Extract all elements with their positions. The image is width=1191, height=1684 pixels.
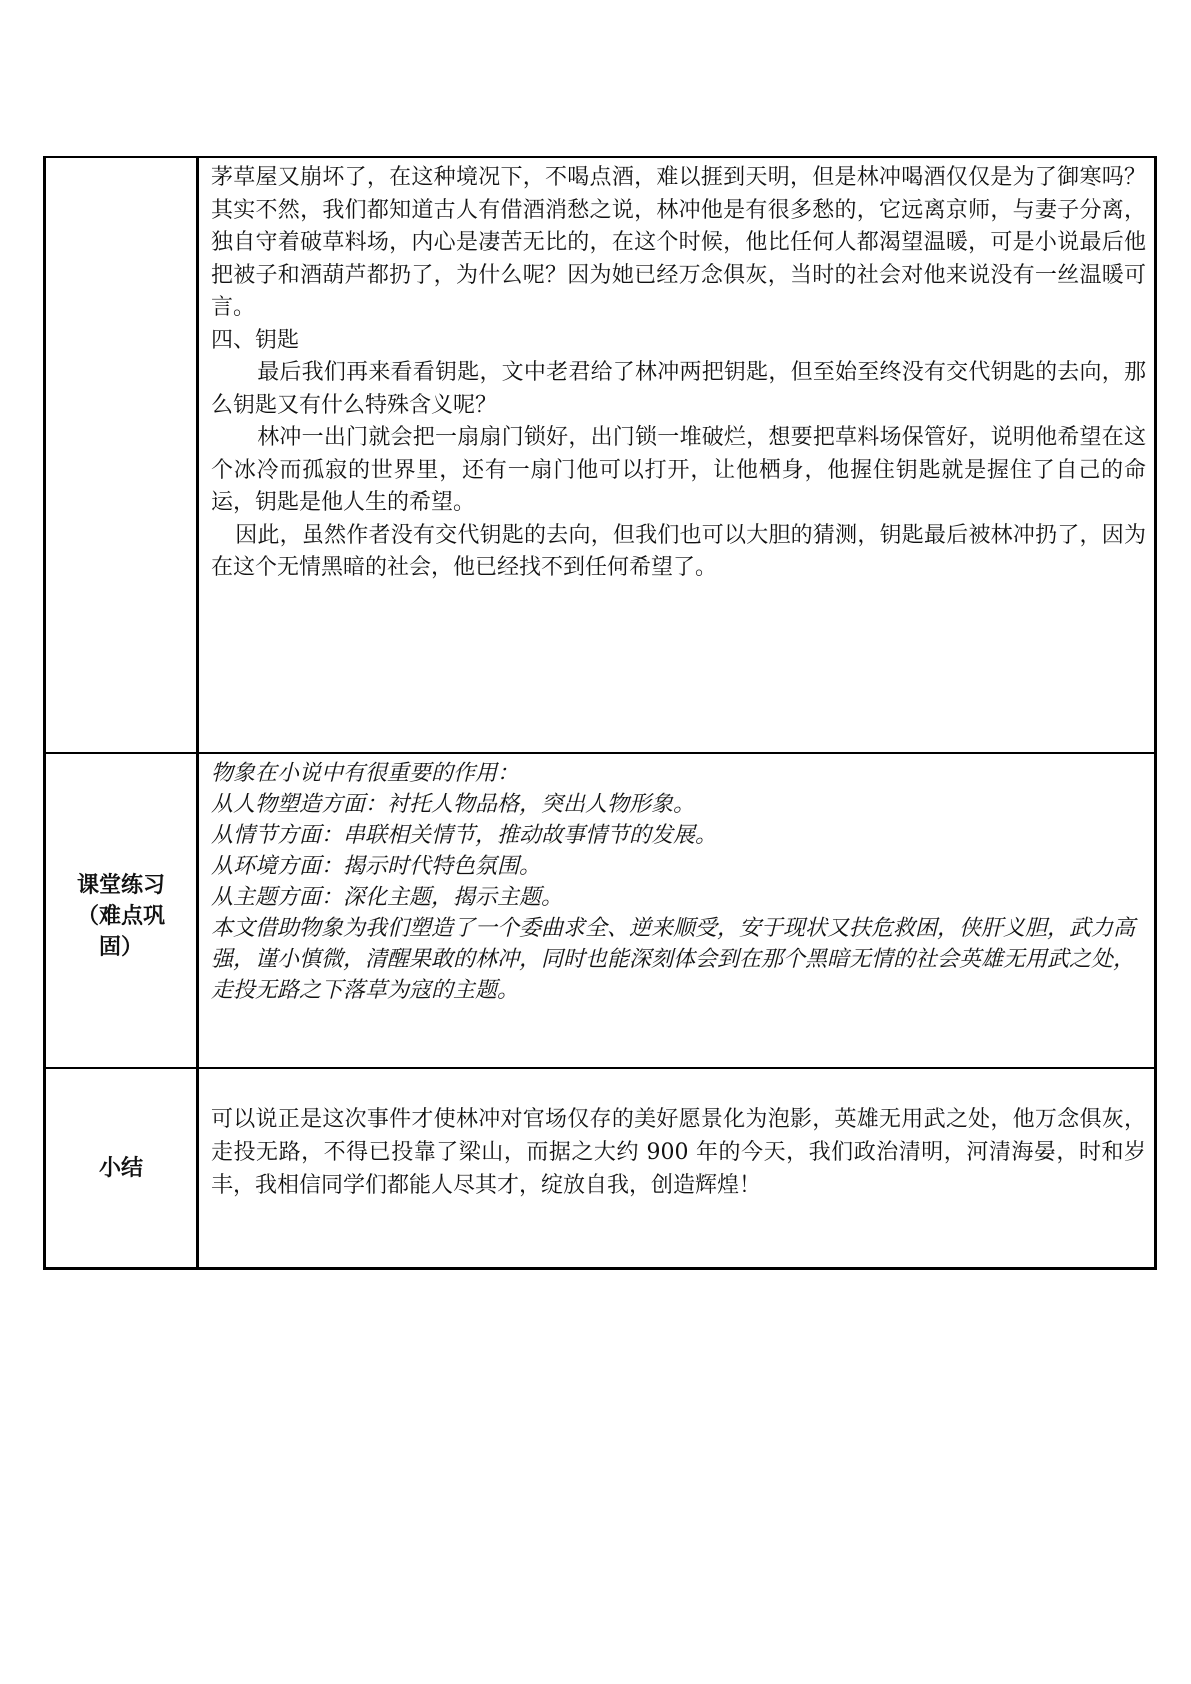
table-row [45, 753, 1156, 1068]
practice-line: 物象在小说中有很重要的作用： [211, 761, 520, 786]
practice-line: 从人物塑造方面：衬托人物品格，突出人物形象。 [211, 792, 696, 817]
analysis-text [199, 158, 1154, 585]
paragraph-key-conclusion: 因此，虽然作者没有交代钥匙的去向，但我们也可以大胆的猜测，钥匙最后被林冲扔了，因为在这个无情黑暗的社会，他已经找不到任何希望了。 [211, 522, 1146, 580]
summary-cell [198, 1068, 1156, 1269]
summary-label: 小结 [98, 1155, 143, 1181]
row-label [46, 158, 196, 752]
paragraph-wine-analysis: 茅草屋又崩坏了，在这种境况下，不喝点酒，难以捱到天明，但是林冲喝酒仅仅是为了御寒吗？其实不然，我们都知道古人有借酒消愁之说，林冲他是有很多愁的，它远离京师，与妻子分离，独自守着破草料场，内心是凄苦无比的，在这个时候，他比任何人都渴望温暖，可是小说最后他把被子和酒葫芦都扔了，为什么呢？因为她已经万念俱灰，当时的社会对他来说没有一丝温暖可言。 [211, 165, 1146, 320]
practice-text [199, 754, 1154, 1006]
section-heading-key: 四、钥匙 [211, 327, 300, 353]
analysis-cell [198, 157, 1156, 753]
row-label-cell-empty [45, 157, 198, 753]
paragraph-key-meaning: 林冲一出门就会把一扇扇门锁好，出门锁一堆破烂，想要把草料场保管好，说明他希望在这个冰冷而孤寂的世界里，还有一扇门他可以打开，让他栖身，他握住钥匙就是握住了自己的命运，钥匙是他人生的希望。 [211, 425, 1146, 515]
practice-line: 从主题方面：深化主题，揭示主题。 [211, 885, 564, 910]
summary-text [199, 1069, 1154, 1202]
practice-cell [198, 753, 1156, 1068]
practice-line: 从情节方面：串联相关情节，推动故事情节的发展。 [211, 823, 718, 848]
table-row [45, 157, 1156, 753]
paragraph-key-question: 最后我们再来看看钥匙，文中老君给了林冲两把钥匙，但至始至终没有交代钥匙的去向，那么钥匙又有什么特殊含义呢？ [211, 360, 1146, 418]
lesson-plan-table [43, 156, 1157, 1270]
row-label-cell-practice [45, 753, 198, 1068]
table-row [45, 1068, 1156, 1269]
summary-paragraph: 可以说正是这次事件才使林冲对官场仅存的美好愿景化为泡影，英雄无用武之处，他万念俱灰，走投无路，不得已投靠了梁山，而据之大约 900 年的今天，我们政治清明，河清海晏，时和岁丰，我相信同学们都能人尽其才，绽放自我，创造辉煌！ [211, 1107, 1146, 1198]
practice-label: 课堂练习（难点巩固） [76, 873, 165, 960]
row-label-cell-summary [45, 1068, 198, 1269]
practice-line: 从环境方面：揭示时代特色氛围。 [211, 854, 542, 879]
practice-line: 本文借助物象为我们塑造了一个委曲求全、逆来顺受，安于现状又扶危救困，侠肝义胆，武力高强，谨小慎微，清醒果敢的林冲，同时也能深刻体会到在那个黑暗无情的社会英雄无用武之处，走投无路之下落草为寇的主题。 [211, 916, 1136, 1003]
